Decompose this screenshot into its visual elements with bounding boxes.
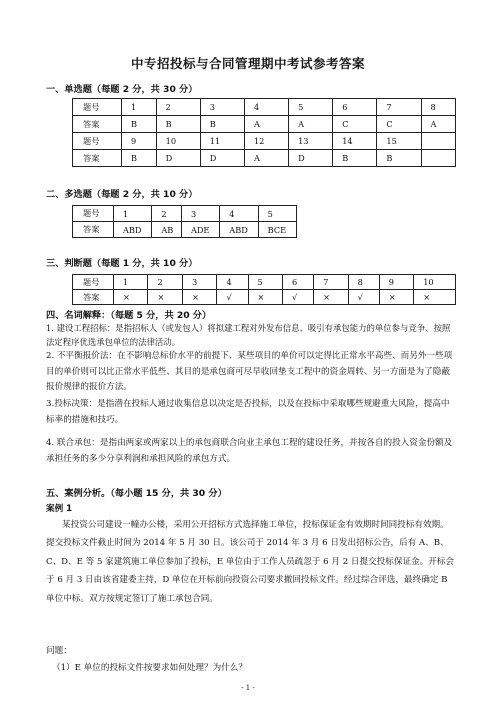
table-cell: D [289, 150, 333, 167]
table-cell: √ [348, 290, 379, 305]
table-cell: 5 [248, 275, 282, 290]
table-cell: B [122, 116, 157, 133]
table-cell: 13 [289, 133, 333, 150]
table-cell: A [244, 150, 288, 167]
table-cell: 1 [114, 206, 152, 222]
table-cell: × [379, 290, 413, 305]
table-cell: C [333, 116, 377, 133]
section-1-heading: 一、单选题（每题 2 分，共 30 分） [46, 84, 198, 95]
table-cell: × [248, 290, 282, 305]
row-label: 题号 [73, 99, 122, 116]
table-cell: √ [283, 290, 314, 305]
table-cell: 2 [148, 275, 182, 290]
table-cell: 7 [314, 275, 348, 290]
multiple-choice-answer-table [72, 205, 297, 238]
table-cell: ABD [220, 222, 258, 238]
table-cell: × [148, 290, 182, 305]
table-cell: × [414, 290, 456, 305]
table-cell: A [244, 116, 288, 133]
case-1-body: 某投资公司建设一幢办公楼，采用公开招标方式选择施工单位，投标保证金有效期时间同投标有效期。提交投标文件截止时间为 2014 年 5 月 30 日。该公司于 2014 年 3 月 6 日发出招标公告，后有 A、B、C、D、E 等 5 家建筑施工单位参加了投标，E 单位由于工作人员疏忽于 6 月 2 日提交投标保证金。开标会于 6 月 3 日由该省建委主持，D 单位在开标前向投资公司要求撤回投标文件。经过综合评选，最终确定 B 单位中标。双方按规定签订了施工承包合同。 [46, 520, 455, 604]
table-cell: 8 [348, 275, 379, 290]
table-cell: 4 [244, 99, 288, 116]
table-cell: √ [217, 290, 248, 305]
table-row [73, 133, 456, 150]
table-cell: B [377, 150, 421, 167]
table-cell: 2 [156, 99, 200, 116]
page-number: - 1 - [241, 684, 255, 692]
table-row [73, 222, 297, 238]
table-cell: C [377, 116, 421, 133]
row-label: 答案 [73, 150, 122, 167]
table-cell: 8 [421, 99, 456, 116]
table-cell: 1 [114, 275, 148, 290]
term-definition-1: 1. 建设工程招标：是指招标人（或发包人）将拟建工程对外发布信息、吸引有承包能力的单位参与竞争、按照法定程序优选承包单位的法律活动。 [46, 323, 451, 347]
table-row [73, 206, 297, 222]
table-cell: A [421, 116, 456, 133]
section-5-heading: 五、案例分析。（每小题 15 分，共 30 分） [46, 488, 227, 499]
table-cell: 7 [377, 99, 421, 116]
row-label: 题号 [73, 275, 114, 290]
table-cell: 14 [333, 133, 377, 150]
table-cell: D [200, 150, 244, 167]
table-cell: 2 [152, 206, 182, 222]
table-cell: 4 [220, 206, 258, 222]
table-cell: 5 [258, 206, 296, 222]
row-label: 题号 [73, 133, 122, 150]
row-label: 题号 [73, 206, 114, 222]
table-cell: AB [152, 222, 182, 238]
table-cell: B [156, 116, 200, 133]
table-cell: 11 [200, 133, 244, 150]
table-cell: 6 [283, 275, 314, 290]
term-definition-2: 2. 不平衡报价法：在不影响总标价水平的前提下、某些项目的单价可以定得比正常水平高些、而另外一些项目的单价则可以比正常水平低些、其目的是承包商可尽早收回垫支工程中的资金周转、另一方面是为了隐蔽报价规律的报价方法。 [46, 351, 453, 393]
table-cell: D [156, 150, 200, 167]
table-cell: × [114, 290, 148, 305]
table-cell: 9 [379, 275, 413, 290]
table-row [73, 116, 456, 133]
table-cell: 3 [182, 275, 216, 290]
table-cell: A [289, 116, 333, 133]
page-title: 中专招投标与合同管理期中考试参考答案 [130, 56, 365, 71]
table-cell: 15 [377, 133, 421, 150]
row-label: 答案 [73, 290, 114, 305]
table-cell: 3 [181, 206, 219, 222]
table-cell: 6 [333, 99, 377, 116]
table-cell: 10 [414, 275, 456, 290]
section-3-heading: 三、判断题（每题 1 分，共 10 分） [46, 258, 198, 269]
table-cell: B [333, 150, 377, 167]
question-intro: 问题： [46, 646, 72, 656]
term-definition-4: 4. 联合承包：是指由两家或两家以上的承包商联合向业主承包工程的建设任务，并按各自的投入资金份额及承担任务的多少分享利润和承担风险的承包方式。 [46, 438, 453, 464]
table-cell [421, 150, 456, 167]
section-2-heading: 二、多选题（每题 2 分，共 10 分） [46, 189, 198, 200]
table-cell: ADE [181, 222, 219, 238]
row-label: 答案 [73, 116, 122, 133]
table-cell: 9 [122, 133, 157, 150]
term-definition-3: 3.投标决策：是指潜在投标人通过收集信息以决定是否投标，以及在投标中采取哪些规避重大风险，提高中标率的措施和技巧。 [46, 399, 450, 425]
table-cell: B [122, 150, 157, 167]
table-cell: × [314, 290, 348, 305]
table-cell [421, 133, 456, 150]
table-row [73, 290, 456, 305]
table-cell: × [182, 290, 216, 305]
true-false-answer-table [72, 274, 456, 305]
table-cell: 12 [244, 133, 288, 150]
table-row [73, 150, 456, 167]
single-choice-answer-table [72, 98, 456, 167]
case-1-label: 案例 1 [46, 504, 73, 514]
table-cell: B [200, 116, 244, 133]
table-cell: 4 [217, 275, 248, 290]
row-label: 答案 [73, 222, 114, 238]
section-4-heading: 四、名词解释：（每题 5 分，共 20 分） [46, 310, 212, 321]
table-cell: 10 [156, 133, 200, 150]
table-cell: 1 [122, 99, 157, 116]
table-cell: 5 [289, 99, 333, 116]
table-cell: BCE [258, 222, 296, 238]
table-cell: 3 [200, 99, 244, 116]
table-cell: ABD [114, 222, 152, 238]
question-1: （1）E 单位的投标文件按要求如何处理？为什么？ [52, 663, 247, 673]
table-row [73, 99, 456, 116]
table-row [73, 275, 456, 290]
